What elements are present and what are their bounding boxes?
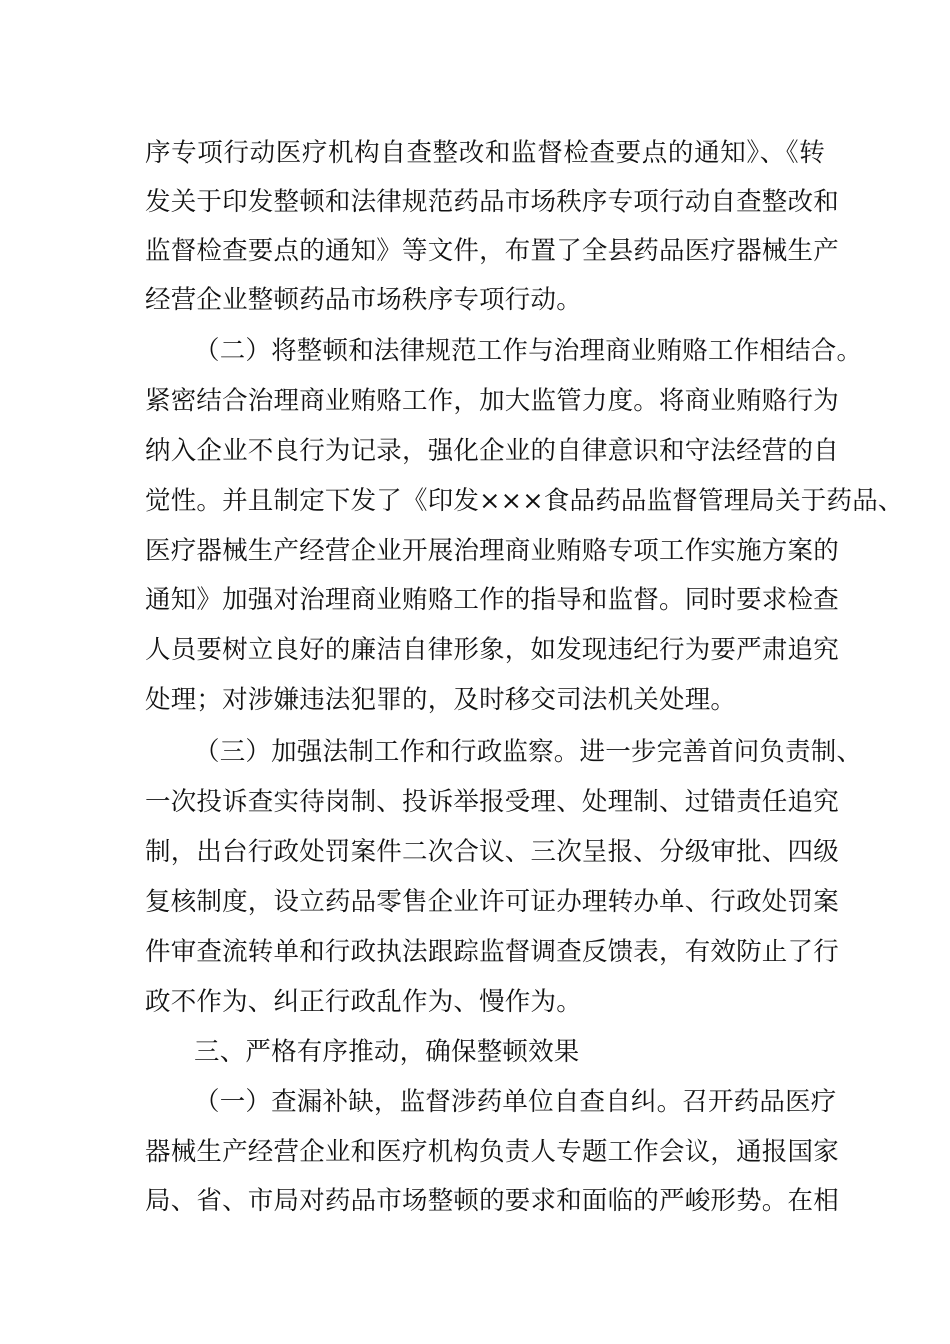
text-line: 处理；对涉嫌违法犯罪的，及时移交司法机关处理。 bbox=[145, 685, 737, 715]
text-line: 纳入企业不良行为记录，强化企业的自律意识和守法经营的自 bbox=[145, 436, 839, 466]
text-line: 制，出台行政处罚案件二次合议、三次呈报、分级审批、四级 bbox=[145, 837, 839, 867]
text-line: 一次投诉查实待岗制、投诉举报受理、处理制、过错责任追究 bbox=[145, 787, 839, 817]
text-line: 复核制度，设立药品零售企业许可证办理转办单、行政处罚案 bbox=[145, 887, 839, 917]
paragraph-heading: （三）加强法制工作和行政监察。进一步完善首问负责制、 bbox=[194, 737, 863, 767]
paragraph-heading: （二）将整顿和法律规范工作与治理商业贿赂工作相结合。 bbox=[194, 336, 863, 366]
text-line: 医疗器械生产经营企业开展治理商业贿赂专项工作实施方案的 bbox=[145, 536, 839, 566]
text-line: 器械生产经营企业和医疗机构负责人专题工作会议，通报国家 bbox=[145, 1137, 839, 1167]
text-line: 发关于印发整顿和法律规范药品市场秩序专项行动自查整改和 bbox=[145, 187, 839, 217]
paragraph-heading: （一）查漏补缺，监督涉药单位自查自纠。召开药品医疗 bbox=[194, 1087, 837, 1117]
text-line: 局、省、市局对药品市场整顿的要求和面临的严峻形势。在相 bbox=[145, 1186, 839, 1216]
text-line: 人员要树立良好的廉洁自律形象，如发现违纪行为要严肃追究 bbox=[145, 635, 839, 665]
text-line: 觉性。并且制定下发了《印发×××食品药品监督管理局关于药品、 bbox=[145, 486, 904, 516]
text-line: 政不作为、纠正行政乱作为、慢作为。 bbox=[145, 987, 582, 1017]
section-heading: 三、严格有序推动，确保整顿效果 bbox=[194, 1037, 580, 1067]
text-line: 序专项行动医疗机构自查整改和监督检查要点的通知》、《转 bbox=[145, 138, 825, 168]
text-line: 件审查流转单和行政执法跟踪监督调查反馈表，有效防止了行 bbox=[145, 937, 839, 967]
text-line: 紧密结合治理商业贿赂工作，加大监管力度。将商业贿赂行为 bbox=[145, 386, 839, 416]
text-line: 监督检查要点的通知》等文件，布置了全县药品医疗器械生产 bbox=[145, 236, 839, 266]
text-line: 通知》加强对治理商业贿赂工作的指导和监督。同时要求检查 bbox=[145, 585, 839, 615]
text-line: 经营企业整顿药品市场秩序专项行动。 bbox=[145, 285, 582, 315]
